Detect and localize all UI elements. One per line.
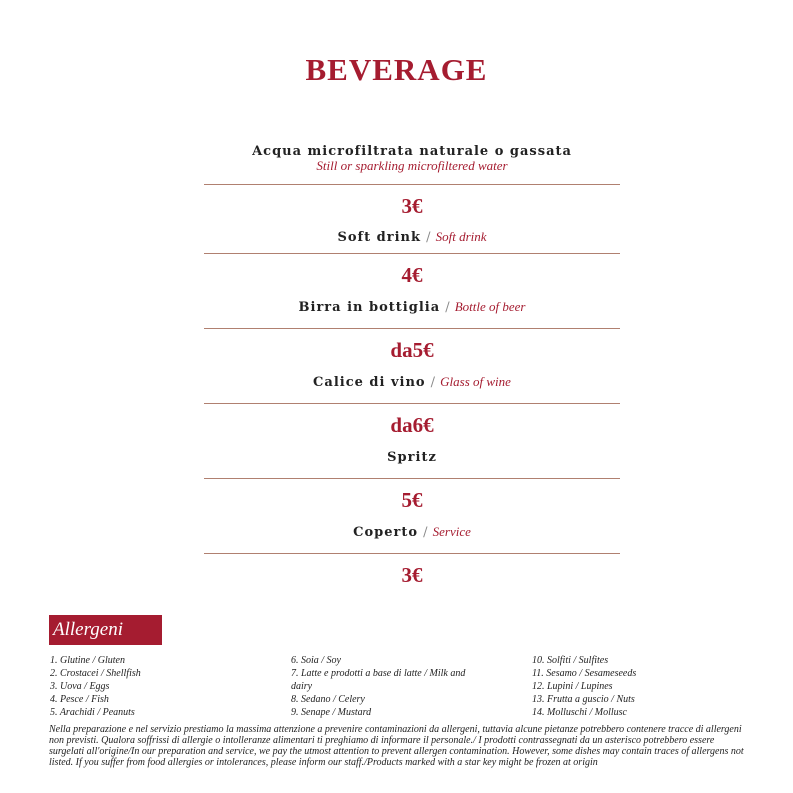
item-separator: / [423,525,428,540]
allergen-item: 14. Molluschi / Mollusc [532,707,627,718]
allergen-item: 13. Frutta a guscio / Nuts [532,694,635,705]
item-price: 3€ [401,563,423,587]
allergen-item: 8. Sedano / Celery [291,694,365,705]
item-translation: Service [432,524,471,539]
item-price: 3€ [401,194,423,218]
allergen-item: dairy [291,681,313,692]
allergen-item: 4. Pesce / Fish [50,694,109,705]
item-price: 4€ [401,263,423,287]
item-name: Coperto [353,525,419,540]
item-separator: / [426,230,431,245]
menu-item [204,292,620,328]
menu-item [204,367,620,403]
menu-item [204,144,620,184]
menu-item [204,442,620,478]
item-name: Birra in bottiglia [298,300,441,315]
allergen-item: 2. Crostacei / Shellfish [50,668,141,679]
item-price: 5€ [401,488,423,512]
allergen-item: 6. Soia / Soy [291,655,341,666]
item-translation: Still or sparkling microfiltered water [316,158,508,173]
item-name: Calice di vino [313,375,426,390]
allergen-column-3 [532,654,636,719]
beverage-menu [204,144,620,592]
allergen-item: 10. Solfiti / Sulfites [532,655,609,666]
item-translation: Soft drink [435,229,487,244]
page-title: BEVERAGE [305,52,488,87]
allergen-item: 7. Latte e prodotti a base di latte / Milk and [291,668,466,679]
allergen-item: 5. Arachidi / Peanuts [50,707,135,718]
item-separator: / [430,375,436,390]
item-name: Soft drink [337,230,422,245]
item-separator: / [445,300,450,315]
menu-item [204,223,620,253]
allergen-item: 11. Sesamo / Sesameseeds [532,668,637,679]
allergens-heading: Allergeni [49,615,162,645]
item-name: Acqua microfiltrata naturale o gassata [252,144,572,159]
allergen-item: 12. Lupini / Lupines [532,681,613,692]
allergen-note: Nella preparazione e nel servizio prestiamo la massima attenzione a prevenire contaminazioni da allergeni, tuttavia alcune pietanze potrebbero contenere tracce di allergeni non previsti. Qualora soffrissi di allergie o intolleranze alimentari ti preghiamo di informare il personale./ I prodotti contrassegnati da un asterisco potrebbero essere surgelati all'origine/In our preparation and service, we pay the utmost attention to prevent allergen contamination. However, some dishes may contain traces of allergens not listed. If you suffer from food allergies or intolerances, please inform our staff./Products marked with a star key might be frozen at origin [49,724,744,768]
allergen-column-1 [50,654,141,719]
item-translation: Bottle of beer [454,299,526,314]
allergen-item: 9. Senape / Mustard [291,707,372,718]
allergen-item: 1. Glutine / Gluten [50,655,125,666]
allergen-column-2 [291,654,465,719]
item-translation: Glass of wine [440,374,511,389]
allergen-item: 3. Uova / Eggs [50,681,110,692]
item-price: da5€ [390,338,434,362]
menu-item [204,517,620,553]
item-price: da6€ [390,413,434,437]
item-name: Spritz [387,450,437,465]
